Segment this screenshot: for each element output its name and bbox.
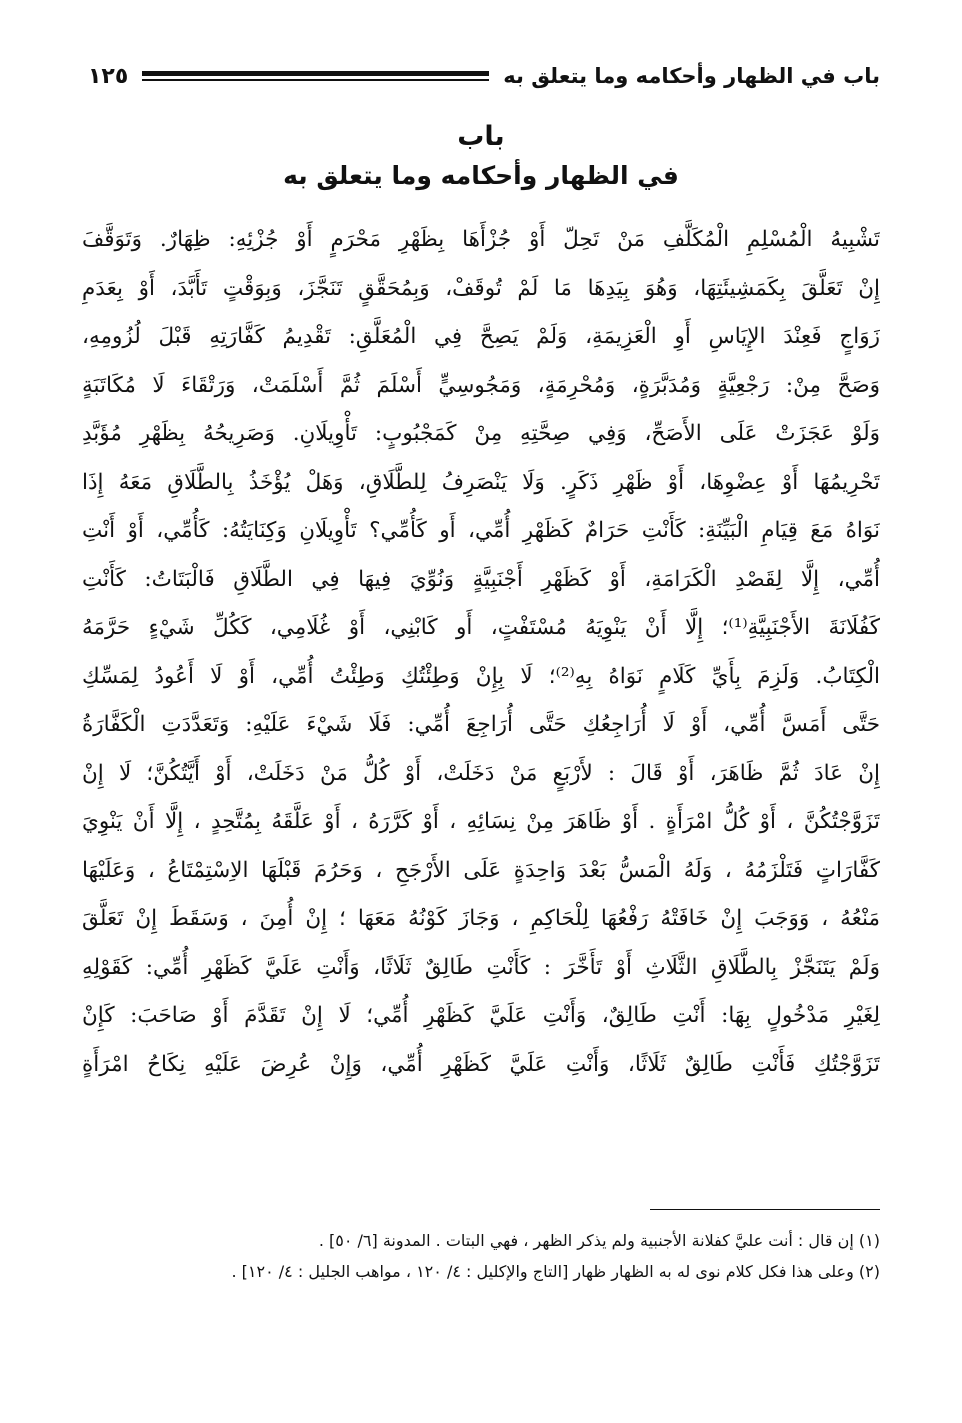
chapter-label: باب	[457, 121, 505, 152]
body-line: تَزَوَّجْتُكُنَّ ، أَوْ كُلُّ امْرَأَةٍ . أَوْ ظَاهَرَ مِنْ نِسَائِهِ ، أَوْ كَرَّرَهُ ، أَوْ عَلَّقَهُ بِمُتَّحِدٍ ، إِلَّا أَنْ يَنْوِيَ	[82, 809, 880, 834]
footnote-rule	[650, 1209, 880, 1210]
footnote-2: (٢) وعلى هذا فكل كلام نوى له به الظهار ظهار [التاج والإكليل : ٤/ ١٢٠ ، مواهب الجليل : ٤/ ١٢٠] .	[231, 1262, 880, 1281]
body-line: زَوَاجٍ فَعِنْدَ الإِيَاسِ أَوِ الْعَزِيمَةِ، وَلَمْ يَصِحَّ فِي الْمُعَلَّقِ: تَقْدِيمُ كَفَّارَتِهِ قَبْلَ لُزُومِهِ،	[82, 324, 880, 349]
header-rule	[142, 71, 489, 81]
body-line: حَتَّى أَمَسَّ أُمِّي، أَوْ لَا أُرَاجِعُكِ حَتَّى أُرَاجِعَ أُمِّي: فَلَا شَيْءَ عَلَيْهِ: وَتَعَدَّدَتِ الْكَفَّارَةُ	[82, 712, 880, 737]
body-line: تَحْرِيمُهَا أَوْ عِضْوِهَا، أَوْ ظَهْرِ ذَكَرٍ. وَلَا يَنْصَرِفُ لِلطَّلَاقِ، وَهَلْ يُؤْخَذُ بِالطَّلَاقِ مَعَهُ إِذَا	[82, 469, 880, 495]
running-header	[88, 58, 880, 94]
body-line: تَشْبِيهُ الْمُسْلِمِ الْمُكَلَّفِ مَنْ تَحِلّ أَوْ جُزْأَهَا بِظَهْرِ مَحْرَمٍ أَوْ جُزْئِهِ: ظِهَارٌ. وَتَوَقَّفَ	[82, 227, 880, 252]
chapter-title: في الظهار وأحكامه وما يتعلق به	[283, 161, 679, 190]
body-line: نَوَاهُ مَعَ قِيَامِ الْبَيِّنَةِ: كَأَنْتِ حَرَامٌ كَظَهْرِ أُمِّي، أَو كَأُمِّي؟ تَأْوِيلَانِ وَكِنَايَتُهُ: كَأُمِّي، أَوْ أَنْتِ	[82, 518, 880, 543]
body-line: مَنْعُهُ ، وَوَجَبَ إِنْ خَافَتْهُ رَفْعُهَا لِلْحَاكِمِ ، وَجَازَ كَوْنُهُ مَعَهَا ؛ إِنْ أُمِنَ ، وَسَقَطَ إِنْ تَعَلَّقَ	[82, 906, 880, 931]
body-line: وَلَوْ عَجَزَتْ عَلَى الأَصَحِّ، وَفِي صِحَّتِهِ مِنْ كَمَجْبُوبٍ: تَأْوِيلَانِ. وَصَرِيحُهُ بِظَهْرِ مُؤَبَّدِ	[82, 421, 880, 446]
footnotes	[82, 1225, 880, 1287]
body-line: إِنْ عَادَ ثُمَّ ظَاهَرَ، أَوْ قَالَ : لأَرْبَعٍ مَنْ دَخَلَتْ، أَوْ كُلُّ مَنْ دَخَلَتْ، أَوْ أَيَّتُكُنَّ؛ لَا إِنْ	[82, 760, 880, 786]
body-line: لِغَيْرِ مَدْخُولٍ بِهَا: أَنْتِ طَالِقٌ، وَأَنْتِ عَلَيَّ كَظَهْرِ أُمِّي؛ لَا إِنْ تَقَدَّمَ أَوْ صَاحَبَ: كَإِنْ	[82, 1003, 880, 1028]
page-number: ١٢٥	[88, 63, 129, 89]
body-line: وَصَحَّ مِنْ: رَجْعِيَّةٍ وَمُدَبَّرَةٍ، وَمُحْرِمَةٍ، وَمَجُوسِيٍّ أَسْلَمَ ثُمَّ أَسْلَمَتْ، وَرَتْقَاءَ لَا مُكَاتَبَةٍ	[82, 372, 880, 398]
body-line: كَفَّارَاتٍ فَتَلْزَمُهُ ، وَلَهُ الْمَسُّ بَعْدَ وَاحِدَةٍ عَلَى الأَرْجَحِ ، وَحَرُمَ قَبْلَهَا الاِسْتِمْتَاعُ ، وَعَلَيْهَا	[82, 857, 880, 883]
body-line: إِنْ تَعَلَّقَ بِكَمَشِيئَتِهَا، وَهُوَ بِيَدِهَا مَا لَمْ تُوقَفْ، وَبِمُحَقَّقٍ تَنَجَّزَ، وَبِوَقْتٍ تَأَبَّدَ، أَوْ بِعَدَمِ	[82, 275, 880, 301]
body-text	[82, 216, 880, 1138]
running-title: باب في الظهار وأحكامه وما يتعلق به	[503, 64, 880, 88]
body-line: تَزَوَّجْتُكِ فَأَنْتِ طَالِقٌ ثَلَاثًا، وَأَنْتِ عَلَيَّ كَظَهْرِ أُمِّي، وَإِنْ عُرِضَ عَلَيْهِ نِكَاحُ امْرَأَةٍ	[82, 1051, 880, 1077]
body-line: أُمِّي، إِلَّا لِقَصْدِ الْكَرَامَةِ، أَوْ كَظَهْرِ أَجْنَبِيَّةٍ وَنُوِّيَ فِيهَا فِي الطَّلَاقِ فَالْبَتَاتُ: كَأَنْتِ	[82, 566, 880, 592]
chapter-heading	[82, 118, 880, 196]
body-line: وَلَمْ يَتَنَجَّزْ بِالطَّلَاقِ الثَّلَاثِ أَوْ تَأَخَّرَ : كَأَنْتِ طَالِقٌ ثَلَاثًا، وَأَنْتِ عَلَيَّ كَظَهْرِ أُمِّي: كَقَوْلِهِ	[82, 954, 880, 980]
body-line: الْكِتَابُ. وَلَزِمَ بِأَيِّ كَلَامٍ نَوَاهُ بِهِ⁽²⁾؛ لَا بِإِنْ وَطِئْتُكِ وَطِئْتُ أُمِّي، أَوْ لَا أَعُودُ لِمَسِّكِ	[82, 663, 880, 689]
footnote-1: (١) إن قال : أنت عليَّ كفلانة الأجنبية ولم يذكر الظهر ، فهي البتات . المدونة [٦/ ٥٠] .	[318, 1231, 880, 1250]
body-line	[82, 1089, 880, 1138]
body-line: كَفُلَانَةَ الأَجْنَبِيَّةِ⁽¹⁾؛ إِلَّا أَنْ يَنْوِيَهُ مُسْتَفْتٍ، أَو كَابْنِي، أَوْ غُلَامِي، كَكُلِّ شَيْءٍ حَرَّمَهُ	[82, 615, 880, 640]
